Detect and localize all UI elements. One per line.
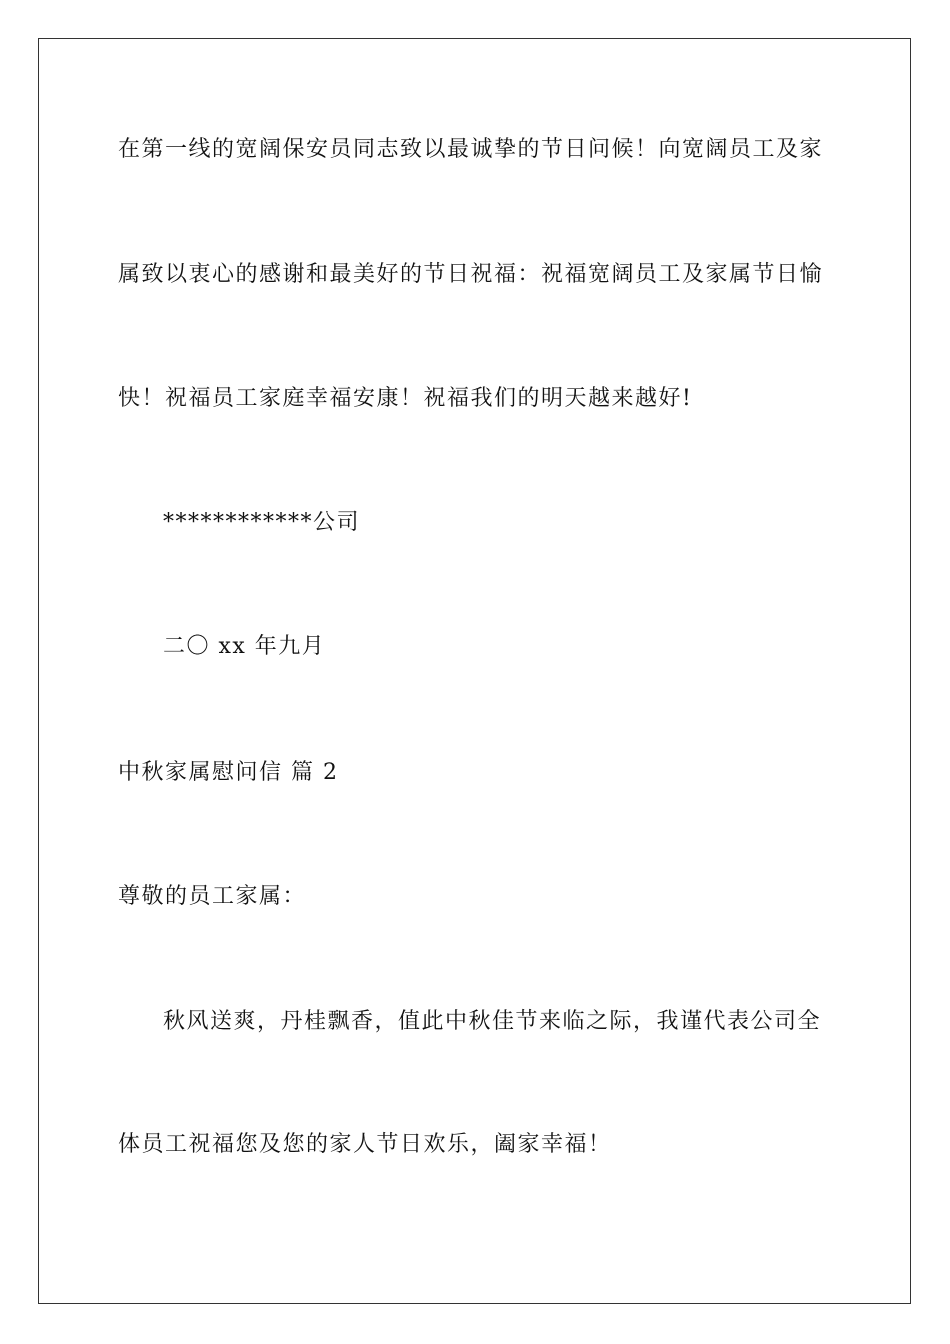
body-text-line-2: 属致以衷心的感谢和最美好的节日祝福：祝福宽阔员工及家属节日愉 xyxy=(118,262,824,287)
body-text-line-5: 体员工祝福您及您的家人节日欢乐，阖家幸福！ xyxy=(118,1132,612,1157)
salutation: 尊敬的员工家属： xyxy=(118,884,307,909)
section-heading: 中秋家属慰问信 篇 2 xyxy=(118,760,339,785)
body-text-line-4: 秋风送爽，丹桂飘香，值此中秋佳节来临之际，我谨代表公司全 xyxy=(163,1009,822,1034)
body-text-line-3: 快！祝福员工家庭幸福安康！祝福我们的明天越来越好! xyxy=(118,386,693,411)
body-text-line-1: 在第一线的宽阔保安员同志致以最诚挚的节日问候！向宽阔员工及家 xyxy=(118,137,824,162)
signature-date: 二〇 xx 年九月 xyxy=(163,634,326,659)
signature-company: ************公司 xyxy=(163,510,361,535)
page-border xyxy=(38,38,911,1304)
